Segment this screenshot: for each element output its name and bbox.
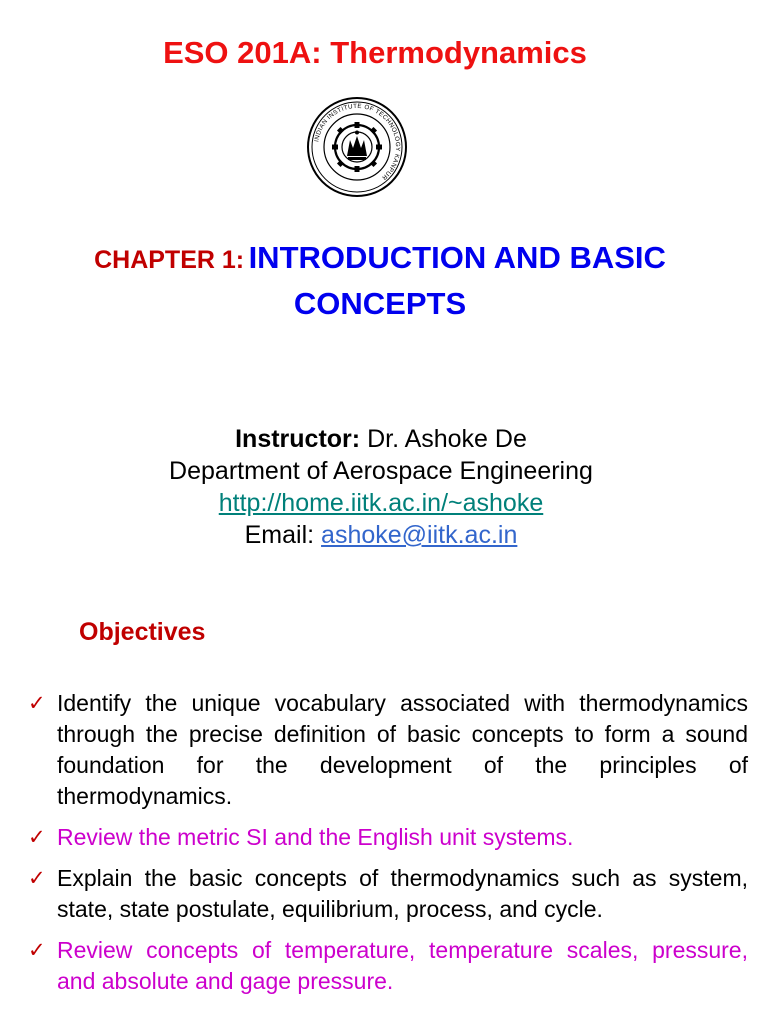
objective-text: Identify the unique vocabulary associated with thermodynamics through the precise definition of basic concepts to form a sound foundation for the development of the principles of thermodynamics. [57, 690, 748, 809]
instructor-name: Dr. Ashoke De [367, 425, 527, 453]
chapter-title-line2: CONCEPTS [293, 286, 467, 321]
chapter-title-line1: INTRODUCTION AND BASIC [248, 240, 666, 275]
objective-text: Review concepts of temperature, temperature scales, pressure, and absolute and gage pressure. [57, 937, 748, 994]
objectives-list [28, 688, 748, 1007]
website-link[interactable]: http://home.iitk.ac.in/~ashoke [218, 489, 544, 517]
objective-text: Review the metric SI and the English unit systems. [57, 824, 574, 850]
list-item [28, 935, 748, 997]
chapter-number: CHAPTER 1: [94, 246, 245, 274]
email-label: Email: [244, 521, 315, 549]
department: Department of Aerospace Engineering [169, 457, 593, 485]
list-item [28, 688, 748, 812]
seal-ring-text: INDIAN INSTITUTE OF TECHNOLOGY KANPUR [313, 102, 402, 182]
instructor-block [0, 423, 762, 551]
checkmark-icon: ✓ [28, 825, 46, 849]
checkmark-icon: ✓ [28, 938, 46, 962]
course-title: ESO 201A: Thermodynamics [163, 35, 587, 70]
iit-kanpur-seal-icon [306, 96, 408, 198]
checkmark-icon: ✓ [28, 866, 46, 890]
instructor-label: Instructor: [235, 425, 361, 453]
chapter-heading [0, 238, 760, 330]
list-item [28, 863, 748, 925]
checkmark-icon: ✓ [28, 691, 46, 715]
objective-text: Explain the basic concepts of thermodynamics such as system, state, state postulate, equilibrium, process, and cycle. [57, 865, 748, 922]
objectives-heading: Objectives [79, 618, 206, 646]
list-item [28, 822, 748, 853]
email-link[interactable]: ashoke@iitk.ac.in [321, 521, 518, 549]
